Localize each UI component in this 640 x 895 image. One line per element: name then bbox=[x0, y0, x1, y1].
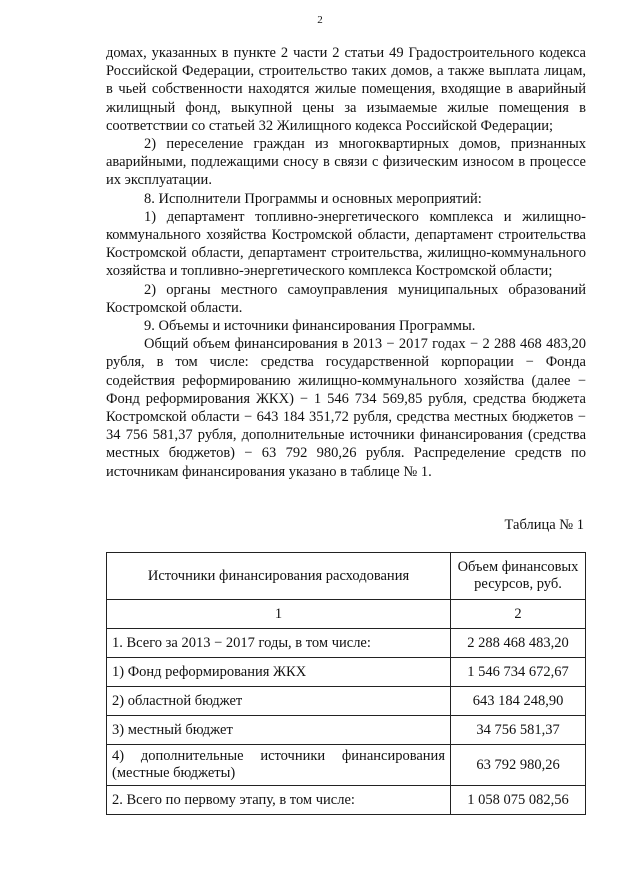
document-body bbox=[106, 44, 586, 481]
table-index-cell: 1 bbox=[107, 600, 451, 629]
section-heading: 9. Объемы и источники финансирования Программы. bbox=[144, 318, 476, 335]
paragraph: домах, указанных в пункте 2 части 2 статьи 49 Градостроительного кодекса Российской Федерации, строительство таких домов, а также выплата лицам, в чьей собственности находятся жилые помещения, входящие в аварийный жилищный фонд, выкупной цены за изымаемые жилые помещения в соответствии со статьей 32 Жилищного кодекса Российской Федерации; bbox=[106, 45, 586, 134]
table-row bbox=[107, 629, 586, 658]
table-row bbox=[107, 687, 586, 716]
table-row bbox=[107, 658, 586, 687]
table-cell-source: 4) дополнительные источники финансирования (местные бюджеты) bbox=[107, 745, 451, 786]
paragraph: 2) органы местного самоуправления муниципальных образований Костромской области. bbox=[106, 281, 586, 316]
table-row bbox=[107, 786, 586, 815]
table-cell-amount: 1 546 734 672,67 bbox=[451, 658, 586, 687]
table-caption: Таблица № 1 bbox=[504, 517, 584, 533]
table-cell-amount: 2 288 468 483,20 bbox=[451, 629, 586, 658]
table-row bbox=[107, 716, 586, 745]
table-cell-source: 2. Всего по первому этапу, в том числе: bbox=[107, 786, 451, 815]
paragraph: 1) департамент топливно-энергетического комплекса и жилищно-коммунального хозяйства Костромской области, департамент строительства Костромской области, департамент строительства, жилищно-коммунального хозяйства и топливно-энергетического комплекса Костромской области; bbox=[106, 208, 586, 280]
table-cell-amount: 34 756 581,37 bbox=[451, 716, 586, 745]
page-number: 2 bbox=[317, 14, 323, 26]
table-cell-source: 1. Всего за 2013 − 2017 годы, в том числе: bbox=[107, 629, 451, 658]
table-cell-amount: 1 058 075 082,56 bbox=[451, 786, 586, 815]
table-index-cell: 2 bbox=[451, 600, 586, 629]
table-cell-source: 1) Фонд реформирования ЖКХ bbox=[107, 658, 451, 687]
table-header-row bbox=[107, 553, 586, 600]
financing-table bbox=[106, 552, 586, 815]
table-header-amount: Объем финансовых ресурсов, руб. bbox=[451, 553, 586, 600]
section-heading: 8. Исполнители Программы и основных мероприятий: bbox=[144, 190, 482, 207]
table-header-source: Источники финансирования расходования bbox=[107, 553, 451, 600]
table-cell-amount: 643 184 248,90 bbox=[451, 687, 586, 716]
table-cell-source: 2) областной бюджет bbox=[107, 687, 451, 716]
table-index-row bbox=[107, 600, 586, 629]
table-cell-source: 3) местный бюджет bbox=[107, 716, 451, 745]
table-row bbox=[107, 745, 586, 786]
table-cell-amount: 63 792 980,26 bbox=[451, 745, 586, 786]
paragraph: Общий объем финансирования в 2013 − 2017 годах − 2 288 468 483,20 рубля, в том числе: средства государственной корпорации − Фонда содействия реформированию жилищно-коммунального хозяйства (далее − Фонд реформирования ЖКХ) − 1 546 734 569,85 рубля, средства бюджета Костромской области − 643 184 351,72 рубля, средства местных бюджетов − 34 756 581,37 рубля, дополнительные источники финансирования (средства местных бюджетов) − 63 792 980,26 рубля. Распределение средств по источникам финансирования указано в таблице № 1. bbox=[106, 336, 586, 480]
paragraph: 2) переселение граждан из многоквартирных домов, признанных аварийными, подлежащими сносу в связи с физическим износом в процессе их эксплуатации. bbox=[106, 136, 586, 189]
